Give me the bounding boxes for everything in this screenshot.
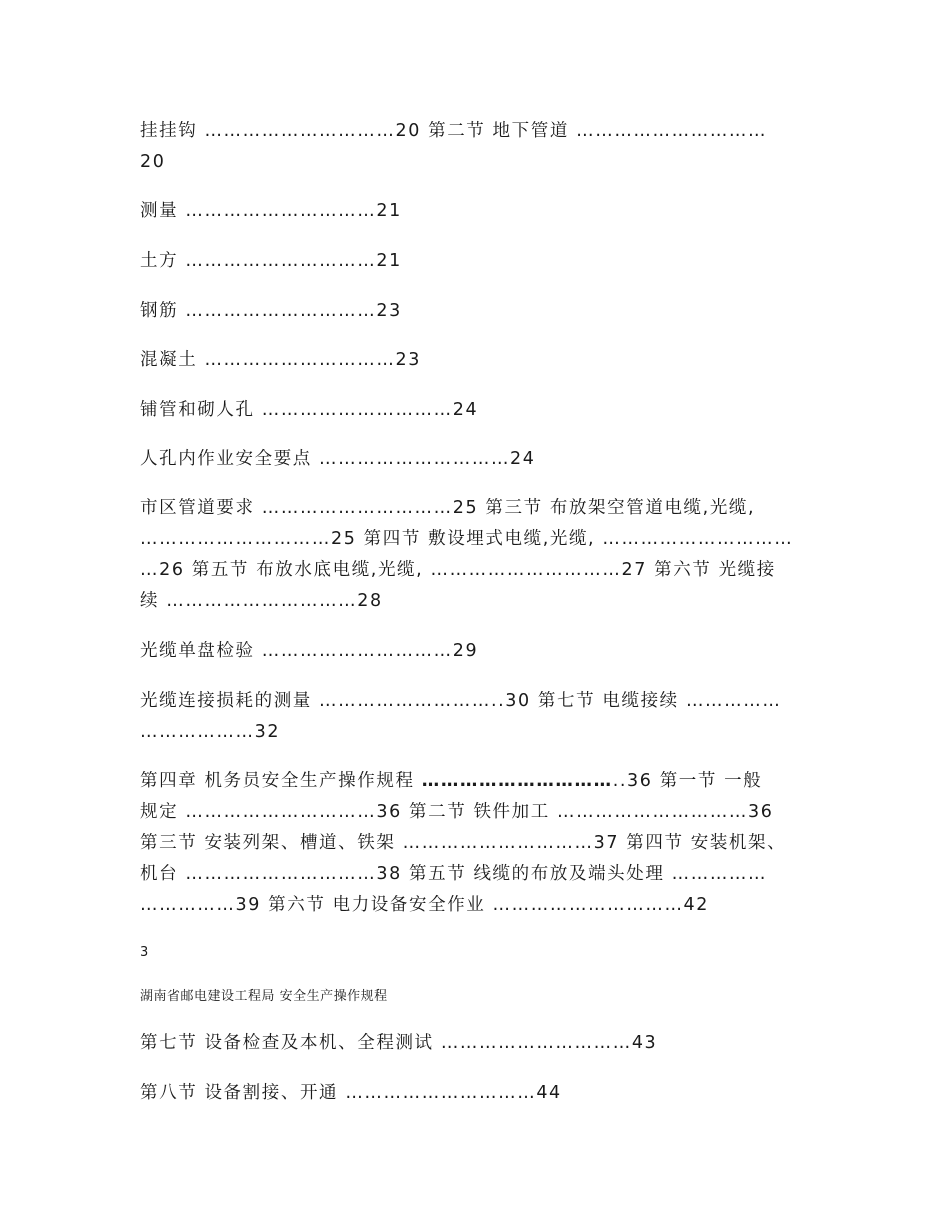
running-header: 湖南省邮电建设工程局 安全生产操作规程: [140, 989, 388, 1004]
toc-entry-splice-loss-measurement: 光缆连接损耗的测量 ………………………..30 第七节 电缆接续 …………… ………………32: [140, 691, 782, 742]
toc-entry-concrete: 混凝土 …………………………23: [140, 350, 421, 370]
toc-entry-cable-reel-inspection: 光缆单盘检验 …………………………29: [140, 641, 479, 661]
toc-entry-equipment-testing: 第七节 设备检查及本机、全程测试 …………………………43: [140, 1033, 658, 1053]
chapter-four-title: 第四章 机务员安全生产操作规程: [140, 771, 422, 791]
chapter-four-sections: ..36 第一节 一般 规定 …………………………36 第二节 铁件加工 …………………………36 第三节 安装列架、槽道、铁架 …………………………37 第四节 安装机架、 机台 …………………………38 第五节 线缆的布放及端头处理 …………… ……………39 第六节 电力设备安全作业 …………………………42: [140, 771, 787, 915]
chapter-four-leader-dots: …………………………: [421, 771, 613, 791]
toc-entry-earthwork: 土方 …………………………21: [140, 251, 402, 271]
toc-entry-manhole-safety: 人孔内作业安全要点 …………………………24: [140, 449, 536, 469]
toc-entry-equipment-cutover: 第八节 设备割接、开通 …………………………44: [140, 1083, 562, 1103]
toc-entry-pipe-laying: 铺管和砌人孔 …………………………24: [140, 400, 479, 420]
toc-entry-hanging-hooks: 挂挂钩 …………………………20 第二节 地下管道 ………………………… 20: [140, 121, 768, 172]
toc-entry-urban-pipeline: 市区管道要求 …………………………25 第三节 布放架空管道电缆,光缆, …………………………25 第四节 敷设埋式电缆,光缆, ………………………… …26 第五节 布放水底电缆,光缆, …………………………27 第六节 光缆接 续 …………………………28: [140, 498, 794, 611]
toc-entry-chapter-four: [140, 766, 830, 921]
toc-entry-rebar: 钢筋 …………………………23: [140, 301, 402, 321]
toc-entry-survey: 测量 …………………………21: [140, 201, 402, 221]
page-number: 3: [140, 945, 149, 960]
